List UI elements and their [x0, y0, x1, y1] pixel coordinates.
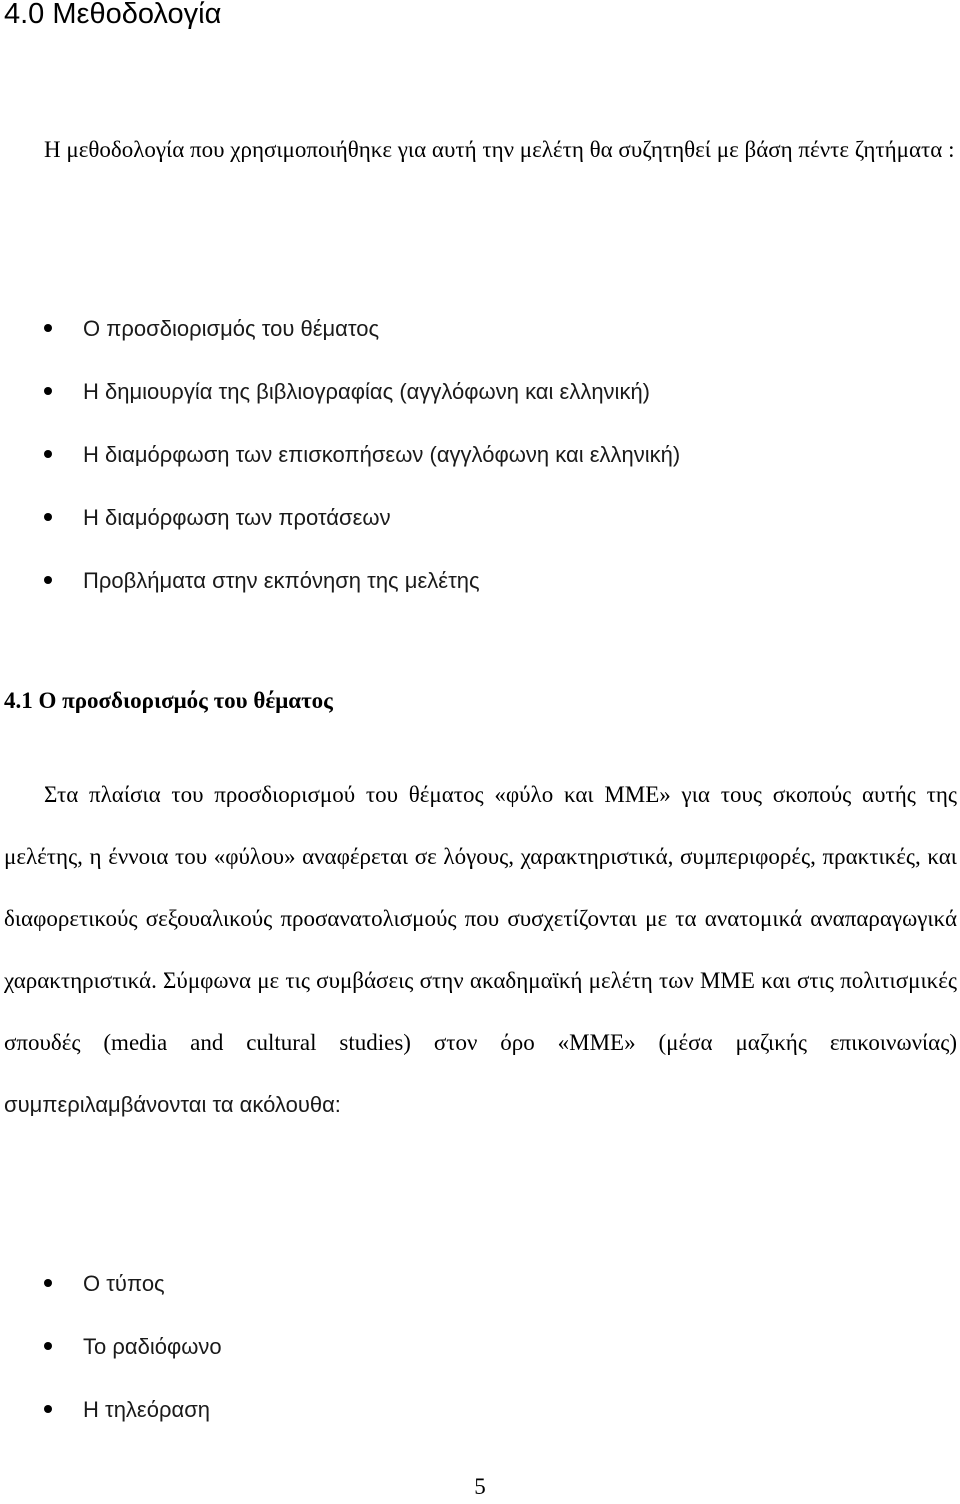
bullet-icon — [44, 513, 52, 521]
bullet-icon — [44, 1342, 52, 1350]
list-item-text: Η διαμόρφωση των προτάσεων — [83, 505, 391, 530]
page-number: 5 — [474, 1474, 486, 1499]
section-heading: 4.1 Ο προσδιορισμός του θέματος — [4, 688, 333, 713]
bullet-icon — [44, 450, 52, 458]
list-item-text: Η δημιουργία της βιβλιογραφίας (αγγλόφωνη και ελληνική) — [83, 379, 651, 404]
media-list — [0, 1252, 960, 1441]
list-item — [0, 423, 960, 486]
list-item — [0, 1315, 960, 1378]
bullet-icon — [44, 387, 52, 395]
list-item — [0, 486, 960, 549]
section-paragraph-tail: συμπεριλαμβάνονται τα ακόλουθα: — [4, 1092, 341, 1117]
list-item-text: Ο προσδιορισμός του θέματος — [83, 316, 380, 341]
list-item — [0, 1378, 960, 1441]
intro-paragraph: Η μεθοδολογία που χρησιμοποιήθηκε για αυτή την μελέτη θα συζητηθεί με βάση πέντε ζητήματα : — [44, 137, 955, 162]
list-item-text: Το ραδιόφωνο — [83, 1334, 222, 1359]
bullet-icon — [44, 324, 52, 332]
bullet-icon — [44, 1279, 52, 1287]
list-item-text: Η τηλεόραση — [83, 1397, 211, 1422]
list-item — [0, 297, 960, 360]
section-paragraph — [4, 764, 957, 1136]
list-item — [0, 1252, 960, 1315]
list-item-text: Ο τύπος — [83, 1271, 165, 1296]
list-item-text: Προβλήματα στην εκπόνηση της μελέτης — [83, 568, 480, 593]
topics-list — [0, 297, 960, 612]
bullet-icon — [44, 576, 52, 584]
section-paragraph-text: Στα πλαίσια του προσδιορισμού του θέματος «φύλο και ΜΜΕ» για τους σκοπούς αυτής της μελέτης, η έννοια του «φύλου» αναφέρεται σε λόγους, χαρακτηριστικά, συμπεριφορές, πρακτικές, και διαφορετικούς σεξουαλικούς προσανατολισμούς που συσχετίζονται με τα ανατομικά αναπαραγωγικά χαρακτηριστικά. Σύμφωνα με τις συμβάσεις στην ακαδημαϊκή μελέτη των ΜΜΕ και στις πολιτισμικές σπουδές (media and cultural studies) στον όρο «ΜΜΕ» (μέσα μαζικής επικοινωνίας) — [4, 782, 957, 1055]
chapter-heading: 4.0 Μεθοδολογία — [4, 0, 222, 30]
list-item — [0, 549, 960, 612]
bullet-icon — [44, 1405, 52, 1413]
list-item — [0, 360, 960, 423]
list-item-text: Η διαμόρφωση των επισκοπήσεων (αγγλόφωνη και ελληνική) — [83, 442, 681, 467]
